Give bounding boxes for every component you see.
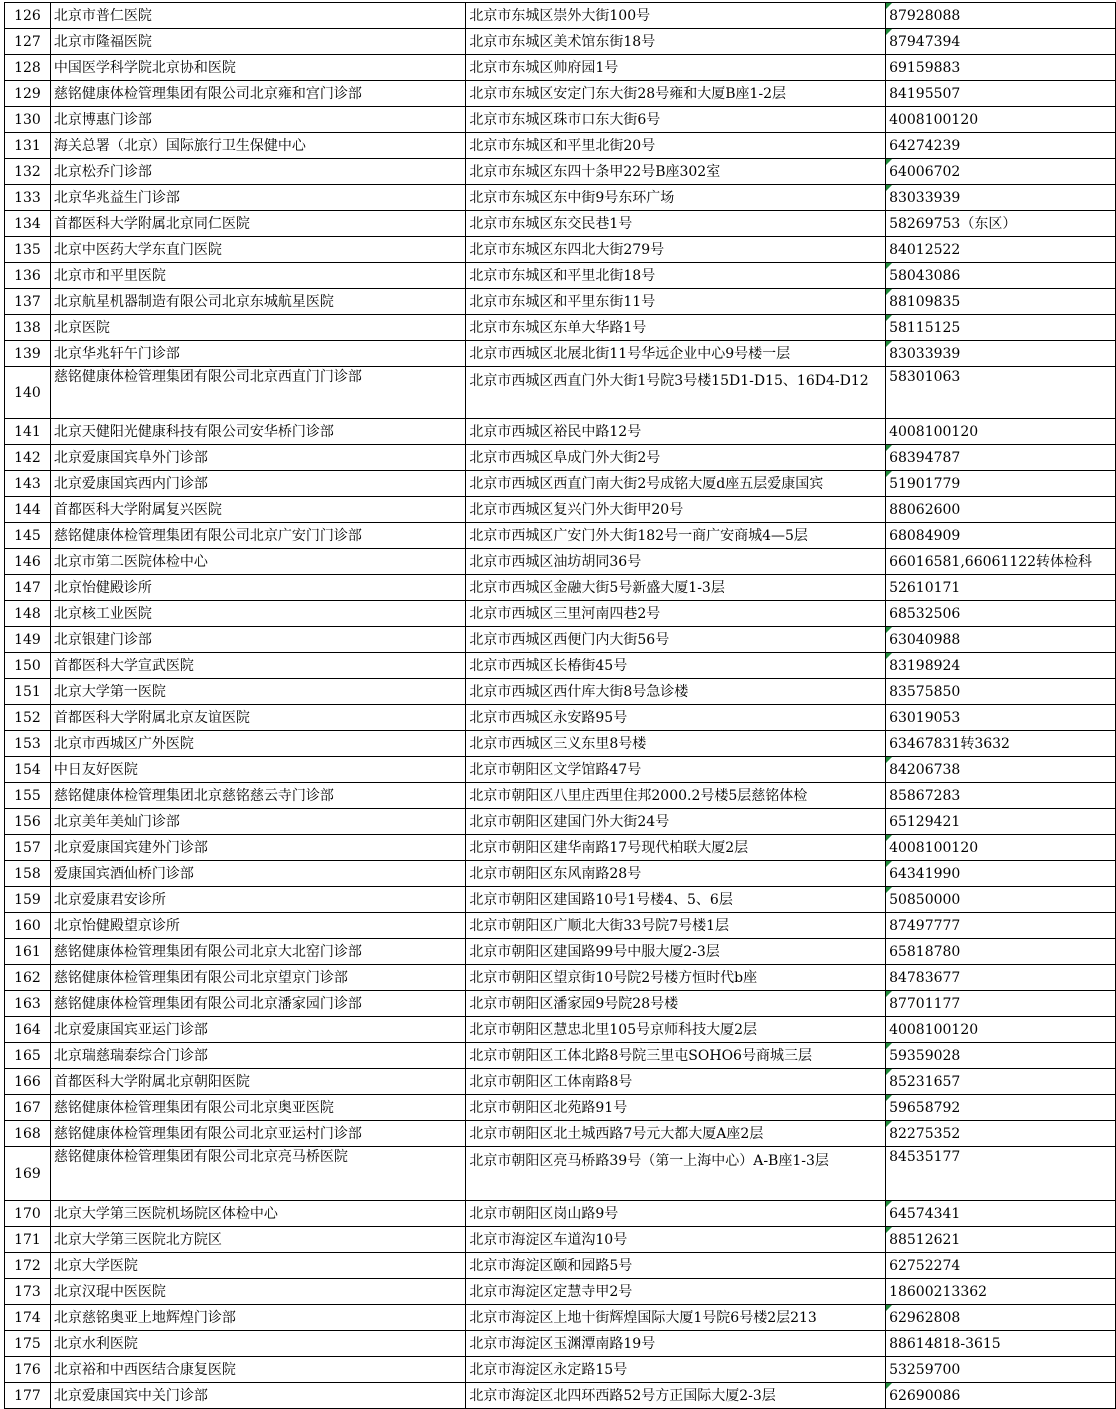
address-cell[interactable]: 北京市朝阳区建国路99号中服大厦2-3层: [466, 939, 886, 965]
hospital-name-cell[interactable]: 北京市普仁医院: [50, 3, 465, 29]
phone-cell[interactable]: 59359028: [886, 1043, 1116, 1069]
table-row: [5, 523, 1116, 549]
table-row: [5, 783, 1116, 809]
phone-cell[interactable]: 68084909: [886, 523, 1116, 549]
address-cell[interactable]: 北京市东城区安定门东大街28号雍和大厦B座1-2层: [466, 81, 886, 107]
phone-cell[interactable]: 88109835: [886, 289, 1116, 315]
row-number-cell[interactable]: 149: [5, 627, 51, 653]
address-cell[interactable]: 北京市海淀区北四环西路52号方正国际大厦2-3层: [466, 1383, 886, 1409]
phone-cell[interactable]: 83198924: [886, 653, 1116, 679]
address-cell[interactable]: 北京市朝阳区慧忠北里105号京师科技大厦2层: [466, 1017, 886, 1043]
table-row: [5, 757, 1116, 783]
hospital-name-cell[interactable]: 北京爱康国宾阜外门诊部: [50, 445, 465, 471]
phone-cell[interactable]: 84535177: [886, 1147, 1116, 1201]
phone-cell[interactable]: 64006702: [886, 159, 1116, 185]
phone-cell[interactable]: 18600213362: [886, 1279, 1116, 1305]
table-row: [5, 1227, 1116, 1253]
phone-cell[interactable]: 68394787: [886, 445, 1116, 471]
row-number-cell[interactable]: 172: [5, 1253, 51, 1279]
table-row: [5, 991, 1116, 1017]
phone-cell[interactable]: 58301063: [886, 367, 1116, 419]
phone-cell[interactable]: 4008100120: [886, 1017, 1116, 1043]
row-number-cell[interactable]: 176: [5, 1357, 51, 1383]
row-number-cell[interactable]: 154: [5, 757, 51, 783]
phone-cell[interactable]: 4008100120: [886, 107, 1116, 133]
address-cell[interactable]: 北京市东城区东四十条甲22号B座302室: [466, 159, 886, 185]
row-number-cell[interactable]: 174: [5, 1305, 51, 1331]
address-cell[interactable]: 北京市朝阳区望京街10号院2号楼方恒时代b座: [466, 965, 886, 991]
row-number-cell[interactable]: 148: [5, 601, 51, 627]
hospital-name-cell[interactable]: 北京银建门诊部: [50, 627, 465, 653]
hospital-name-cell[interactable]: 北京大学第三医院机场院区体检中心: [50, 1201, 465, 1227]
phone-cell[interactable]: 84783677: [886, 965, 1116, 991]
address-cell[interactable]: 北京市东城区东中街9号东环广场: [466, 185, 886, 211]
phone-cell[interactable]: 64341990: [886, 861, 1116, 887]
table-row: [5, 627, 1116, 653]
hospital-name-cell[interactable]: 北京华兆轩午门诊部: [50, 341, 465, 367]
hospital-name-cell[interactable]: 首都医科大学附属北京友谊医院: [50, 705, 465, 731]
row-number-cell[interactable]: 131: [5, 133, 51, 159]
hospital-name-cell[interactable]: 北京爱康国宾西内门诊部: [50, 471, 465, 497]
table-row: [5, 107, 1116, 133]
phone-cell[interactable]: 65818780: [886, 939, 1116, 965]
table-row: [5, 55, 1116, 81]
table-row: [5, 965, 1116, 991]
hospital-name-cell[interactable]: 中日友好医院: [50, 757, 465, 783]
phone-cell[interactable]: 84012522: [886, 237, 1116, 263]
address-cell[interactable]: 北京市海淀区玉渊潭南路19号: [466, 1331, 886, 1357]
hospital-name-cell[interactable]: 北京瑞慈瑞泰综合门诊部: [50, 1043, 465, 1069]
table-row: [5, 1095, 1116, 1121]
table-row: [5, 1279, 1116, 1305]
hospital-name-cell[interactable]: 海关总署（北京）国际旅行卫生保健中心: [50, 133, 465, 159]
table-row: [5, 1201, 1116, 1227]
table-row: [5, 679, 1116, 705]
hospital-name-cell[interactable]: 北京市隆福医院: [50, 29, 465, 55]
row-number-cell[interactable]: 166: [5, 1069, 51, 1095]
row-number-cell[interactable]: 170: [5, 1201, 51, 1227]
address-cell[interactable]: 北京市西城区三义东里8号楼: [466, 731, 886, 757]
address-cell[interactable]: 北京市东城区和平里东街11号: [466, 289, 886, 315]
table-row: [5, 731, 1116, 757]
hospital-name-cell[interactable]: 北京中医药大学东直门医院: [50, 237, 465, 263]
row-number-cell[interactable]: 129: [5, 81, 51, 107]
address-cell[interactable]: 北京市海淀区车道沟10号: [466, 1227, 886, 1253]
hospital-name-cell[interactable]: 爱康国宾酒仙桥门诊部: [50, 861, 465, 887]
row-number-cell[interactable]: 127: [5, 29, 51, 55]
phone-cell[interactable]: 62962808: [886, 1305, 1116, 1331]
phone-cell[interactable]: 64274239: [886, 133, 1116, 159]
address-cell[interactable]: 北京市东城区珠市口东大街6号: [466, 107, 886, 133]
address-cell[interactable]: 北京市东城区美术馆东街18号: [466, 29, 886, 55]
address-cell[interactable]: 北京市西城区油坊胡同36号: [466, 549, 886, 575]
phone-cell[interactable]: 88062600: [886, 497, 1116, 523]
hospital-name-cell[interactable]: 慈铭健康体检管理集团有限公司北京望京门诊部: [50, 965, 465, 991]
address-cell[interactable]: 北京市朝阳区八里庄西里住邦2000.2号楼5层慈铭体检: [466, 783, 886, 809]
hospital-name-cell[interactable]: 慈铭健康体检管理集团有限公司北京雍和宫门诊部: [50, 81, 465, 107]
row-number-cell[interactable]: 168: [5, 1121, 51, 1147]
row-number-cell[interactable]: 165: [5, 1043, 51, 1069]
table-row: [5, 185, 1116, 211]
address-cell[interactable]: 北京市海淀区定慧寺甲2号: [466, 1279, 886, 1305]
row-number-cell[interactable]: 162: [5, 965, 51, 991]
address-cell[interactable]: 北京市朝阳区北土城西路7号元大都大厦A座2层: [466, 1121, 886, 1147]
phone-cell[interactable]: 83575850: [886, 679, 1116, 705]
hospital-name-cell[interactable]: 北京大学医院: [50, 1253, 465, 1279]
row-number-cell[interactable]: 136: [5, 263, 51, 289]
row-number-cell[interactable]: 177: [5, 1383, 51, 1409]
row-number-cell[interactable]: 138: [5, 315, 51, 341]
hospital-name-cell[interactable]: 北京爱康君安诊所: [50, 887, 465, 913]
hospital-name-cell[interactable]: 北京美年美灿门诊部: [50, 809, 465, 835]
phone-cell[interactable]: 4008100120: [886, 419, 1116, 445]
hospital-name-cell[interactable]: 北京市第二医院体检中心: [50, 549, 465, 575]
row-number-cell[interactable]: 152: [5, 705, 51, 731]
phone-cell[interactable]: 85231657: [886, 1069, 1116, 1095]
table-row: [5, 1017, 1116, 1043]
row-number-cell[interactable]: 137: [5, 289, 51, 315]
address-cell[interactable]: 北京市朝阳区潘家园9号院28号楼: [466, 991, 886, 1017]
phone-cell[interactable]: 63467831转3632: [886, 731, 1116, 757]
hospital-name-cell[interactable]: 慈铭健康体检管理集团北京慈铭慈云寺门诊部: [50, 783, 465, 809]
row-number-cell[interactable]: 133: [5, 185, 51, 211]
address-cell[interactable]: 北京市西城区裕民中路12号: [466, 419, 886, 445]
address-cell[interactable]: 北京市西城区长椿街45号: [466, 653, 886, 679]
phone-cell[interactable]: 51901779: [886, 471, 1116, 497]
phone-cell[interactable]: 83033939: [886, 341, 1116, 367]
address-cell[interactable]: 北京市朝阳区建国门外大街24号: [466, 809, 886, 835]
row-number-cell[interactable]: 135: [5, 237, 51, 263]
table-row: [5, 575, 1116, 601]
hospital-name-cell[interactable]: 北京市和平里医院: [50, 263, 465, 289]
phone-cell[interactable]: 88512621: [886, 1227, 1116, 1253]
hospital-name-cell[interactable]: 北京爱康国宾中关门诊部: [50, 1383, 465, 1409]
address-cell[interactable]: 北京市东城区和平里北街18号: [466, 263, 886, 289]
row-number-cell[interactable]: 157: [5, 835, 51, 861]
address-cell[interactable]: 北京市朝阳区建华南路17号现代柏联大厦2层: [466, 835, 886, 861]
phone-cell[interactable]: 87701177: [886, 991, 1116, 1017]
table-row: [5, 419, 1116, 445]
phone-cell[interactable]: 58043086: [886, 263, 1116, 289]
address-cell[interactable]: 北京市西城区金融大街5号新盛大厦1-3层: [466, 575, 886, 601]
table-row: [5, 913, 1116, 939]
table-row: [5, 29, 1116, 55]
row-number-cell[interactable]: 142: [5, 445, 51, 471]
phone-cell[interactable]: 65129421: [886, 809, 1116, 835]
phone-cell[interactable]: 88614818-3615: [886, 1331, 1116, 1357]
row-number-cell[interactable]: 173: [5, 1279, 51, 1305]
address-cell[interactable]: 北京市海淀区永定路15号: [466, 1357, 886, 1383]
table-row: [5, 1147, 1116, 1201]
table-row: [5, 1253, 1116, 1279]
hospital-name-cell[interactable]: 首都医科大学附属复兴医院: [50, 497, 465, 523]
row-number-cell[interactable]: 151: [5, 679, 51, 705]
row-number-cell[interactable]: 134: [5, 211, 51, 237]
phone-cell[interactable]: 82275352: [886, 1121, 1116, 1147]
phone-cell[interactable]: 62752274: [886, 1253, 1116, 1279]
hospital-name-cell[interactable]: 北京天健阳光健康科技有限公司安华桥门诊部: [50, 419, 465, 445]
address-cell[interactable]: 北京市朝阳区工体南路8号: [466, 1069, 886, 1095]
phone-cell[interactable]: 68532506: [886, 601, 1116, 627]
table-row: [5, 1331, 1116, 1357]
phone-cell[interactable]: 62690086: [886, 1383, 1116, 1409]
row-number-cell[interactable]: 147: [5, 575, 51, 601]
phone-cell[interactable]: 69159883: [886, 55, 1116, 81]
table-row: [5, 211, 1116, 237]
phone-cell[interactable]: 64574341: [886, 1201, 1116, 1227]
table-row: [5, 939, 1116, 965]
address-cell[interactable]: 北京市朝阳区广顺北大街33号院7号楼1层: [466, 913, 886, 939]
phone-cell[interactable]: 59658792: [886, 1095, 1116, 1121]
table-row: [5, 887, 1116, 913]
row-number-cell[interactable]: 126: [5, 3, 51, 29]
table-body: [5, 3, 1116, 1409]
table-row: [5, 315, 1116, 341]
hospital-name-cell[interactable]: 北京爱康国宾亚运门诊部: [50, 1017, 465, 1043]
hospital-name-cell[interactable]: 慈铭健康体检管理集团有限公司北京潘家园门诊部: [50, 991, 465, 1017]
table-row: [5, 237, 1116, 263]
hospital-name-cell[interactable]: 北京爱康国宾建外门诊部: [50, 835, 465, 861]
table-row: [5, 1357, 1116, 1383]
address-cell[interactable]: 北京市东城区东四北大街279号: [466, 237, 886, 263]
table-row: [5, 1043, 1116, 1069]
address-cell[interactable]: 北京市西城区广安门外大街182号一商广安商城4—5层: [466, 523, 886, 549]
row-number-cell[interactable]: 164: [5, 1017, 51, 1043]
hospital-name-cell[interactable]: 北京博惠门诊部: [50, 107, 465, 133]
hospital-name-cell[interactable]: 北京汉琨中医医院: [50, 1279, 465, 1305]
row-number-cell[interactable]: 153: [5, 731, 51, 757]
address-cell[interactable]: 北京市朝阳区北苑路91号: [466, 1095, 886, 1121]
address-cell[interactable]: 北京市朝阳区亮马桥路39号（第一上海中心）A-B座1-3层: [466, 1147, 886, 1201]
row-number-cell[interactable]: 143: [5, 471, 51, 497]
hospital-name-cell[interactable]: 中国医学科学院北京协和医院: [50, 55, 465, 81]
address-cell[interactable]: 北京市西城区三里河南四巷2号: [466, 601, 886, 627]
table-row: [5, 601, 1116, 627]
address-cell[interactable]: 北京市朝阳区文学馆路47号: [466, 757, 886, 783]
row-number-cell[interactable]: 163: [5, 991, 51, 1017]
hospital-name-cell[interactable]: 北京医院: [50, 315, 465, 341]
row-number-cell[interactable]: 140: [5, 367, 51, 419]
row-number-cell[interactable]: 144: [5, 497, 51, 523]
hospital-name-cell[interactable]: 慈铭健康体检管理集团有限公司北京亮马桥医院: [50, 1147, 465, 1201]
hospital-name-cell[interactable]: 北京水利医院: [50, 1331, 465, 1357]
hospital-name-cell[interactable]: 北京航星机器制造有限公司北京东城航星医院: [50, 289, 465, 315]
hospital-name-cell[interactable]: 首都医科大学宣武医院: [50, 653, 465, 679]
hospital-name-cell[interactable]: 慈铭健康体检管理集团有限公司北京亚运村门诊部: [50, 1121, 465, 1147]
row-number-cell[interactable]: 155: [5, 783, 51, 809]
row-number-cell[interactable]: 167: [5, 1095, 51, 1121]
table-row: [5, 81, 1116, 107]
table-row: [5, 1383, 1116, 1409]
table-row: [5, 861, 1116, 887]
hospital-name-cell[interactable]: 北京裕和中西医结合康复医院: [50, 1357, 465, 1383]
address-cell[interactable]: 北京市西城区西便门内大街56号: [466, 627, 886, 653]
phone-cell[interactable]: 87928088: [886, 3, 1116, 29]
table-row: [5, 549, 1116, 575]
address-cell[interactable]: 北京市东城区东交民巷1号: [466, 211, 886, 237]
address-cell[interactable]: 北京市西城区西什库大街8号急诊楼: [466, 679, 886, 705]
table-row: [5, 1121, 1116, 1147]
table-row: [5, 497, 1116, 523]
phone-cell[interactable]: 66016581,66061122转体检科: [886, 549, 1116, 575]
row-number-cell[interactable]: 132: [5, 159, 51, 185]
hospital-table: [4, 2, 1116, 1409]
phone-cell[interactable]: 84195507: [886, 81, 1116, 107]
row-number-cell[interactable]: 146: [5, 549, 51, 575]
table-row: [5, 445, 1116, 471]
table-row: [5, 809, 1116, 835]
address-cell[interactable]: 北京市东城区东单大华路1号: [466, 315, 886, 341]
phone-cell[interactable]: 87947394: [886, 29, 1116, 55]
row-number-cell[interactable]: 171: [5, 1227, 51, 1253]
phone-cell[interactable]: 63040988: [886, 627, 1116, 653]
row-number-cell[interactable]: 145: [5, 523, 51, 549]
row-number-cell[interactable]: 175: [5, 1331, 51, 1357]
row-number-cell[interactable]: 150: [5, 653, 51, 679]
hospital-name-cell[interactable]: 北京怡健殿诊所: [50, 575, 465, 601]
address-cell[interactable]: 北京市东城区崇外大街100号: [466, 3, 886, 29]
address-cell[interactable]: 北京市朝阳区工体北路8号院三里屯SOHO6号商城三层: [466, 1043, 886, 1069]
table-row: [5, 471, 1116, 497]
table-row: [5, 653, 1116, 679]
phone-cell[interactable]: 83033939: [886, 185, 1116, 211]
phone-cell[interactable]: 53259700: [886, 1357, 1116, 1383]
hospital-name-cell[interactable]: 慈铭健康体检管理集团有限公司北京广安门门诊部: [50, 523, 465, 549]
address-cell[interactable]: 北京市西城区北展北街11号华远企业中心9号楼一层: [466, 341, 886, 367]
table-row: [5, 705, 1116, 731]
hospital-name-cell[interactable]: 慈铭健康体检管理集团有限公司北京西直门门诊部: [50, 367, 465, 419]
row-number-cell[interactable]: 158: [5, 861, 51, 887]
row-number-cell[interactable]: 128: [5, 55, 51, 81]
address-cell[interactable]: 北京市朝阳区建国路10号1号楼4、5、6层: [466, 887, 886, 913]
hospital-name-cell[interactable]: 北京怡健殿望京诊所: [50, 913, 465, 939]
phone-cell[interactable]: 85867283: [886, 783, 1116, 809]
row-number-cell[interactable]: 141: [5, 419, 51, 445]
address-cell[interactable]: 北京市海淀区上地十街辉煌国际大厦1号院6号楼2层213: [466, 1305, 886, 1331]
address-cell[interactable]: 北京市西城区阜成门外大街2号: [466, 445, 886, 471]
phone-cell[interactable]: 58115125: [886, 315, 1116, 341]
address-cell[interactable]: 北京市西城区永安路95号: [466, 705, 886, 731]
table-row: [5, 1069, 1116, 1095]
phone-cell[interactable]: 58269753（东区）: [886, 211, 1116, 237]
phone-cell[interactable]: 50850000: [886, 887, 1116, 913]
table-row: [5, 835, 1116, 861]
table-row: [5, 367, 1116, 419]
row-number-cell[interactable]: 161: [5, 939, 51, 965]
hospital-name-cell[interactable]: 北京慈铭奥亚上地辉煌门诊部: [50, 1305, 465, 1331]
phone-cell[interactable]: 4008100120: [886, 835, 1116, 861]
hospital-name-cell[interactable]: 北京松乔门诊部: [50, 159, 465, 185]
table-row: [5, 3, 1116, 29]
phone-cell[interactable]: 87497777: [886, 913, 1116, 939]
address-cell[interactable]: 北京市朝阳区东风南路28号: [466, 861, 886, 887]
hospital-name-cell[interactable]: 首都医科大学附属北京朝阳医院: [50, 1069, 465, 1095]
address-cell[interactable]: 北京市西城区西直门南大街2号成铭大厦d座五层爱康国宾: [466, 471, 886, 497]
hospital-name-cell[interactable]: 慈铭健康体检管理集团有限公司北京大北窑门诊部: [50, 939, 465, 965]
address-cell[interactable]: 北京市东城区帅府园1号: [466, 55, 886, 81]
table-row: [5, 159, 1116, 185]
hospital-name-cell[interactable]: 慈铭健康体检管理集团有限公司北京奥亚医院: [50, 1095, 465, 1121]
hospital-name-cell[interactable]: 北京华兆益生门诊部: [50, 185, 465, 211]
row-number-cell[interactable]: 160: [5, 913, 51, 939]
address-cell[interactable]: 北京市西城区复兴门外大街甲20号: [466, 497, 886, 523]
address-cell[interactable]: 北京市西城区西直门外大街1号院3号楼15D1-D15、16D4-D12: [466, 367, 886, 419]
row-number-cell[interactable]: 169: [5, 1147, 51, 1201]
address-cell[interactable]: 北京市朝阳区岗山路9号: [466, 1201, 886, 1227]
phone-cell[interactable]: 63019053: [886, 705, 1116, 731]
row-number-cell[interactable]: 159: [5, 887, 51, 913]
table-row: [5, 133, 1116, 159]
table-row: [5, 1305, 1116, 1331]
row-number-cell[interactable]: 139: [5, 341, 51, 367]
phone-cell[interactable]: 52610171: [886, 575, 1116, 601]
hospital-name-cell[interactable]: 北京大学第三医院北方院区: [50, 1227, 465, 1253]
row-number-cell[interactable]: 130: [5, 107, 51, 133]
row-number-cell[interactable]: 156: [5, 809, 51, 835]
hospital-name-cell[interactable]: 北京核工业医院: [50, 601, 465, 627]
table-row: [5, 263, 1116, 289]
hospital-name-cell[interactable]: 首都医科大学附属北京同仁医院: [50, 211, 465, 237]
phone-cell[interactable]: 84206738: [886, 757, 1116, 783]
address-cell[interactable]: 北京市东城区和平里北街20号: [466, 133, 886, 159]
table-row: [5, 341, 1116, 367]
address-cell[interactable]: 北京市海淀区颐和园路5号: [466, 1253, 886, 1279]
hospital-name-cell[interactable]: 北京大学第一医院: [50, 679, 465, 705]
table-row: [5, 289, 1116, 315]
hospital-name-cell[interactable]: 北京市西城区广外医院: [50, 731, 465, 757]
